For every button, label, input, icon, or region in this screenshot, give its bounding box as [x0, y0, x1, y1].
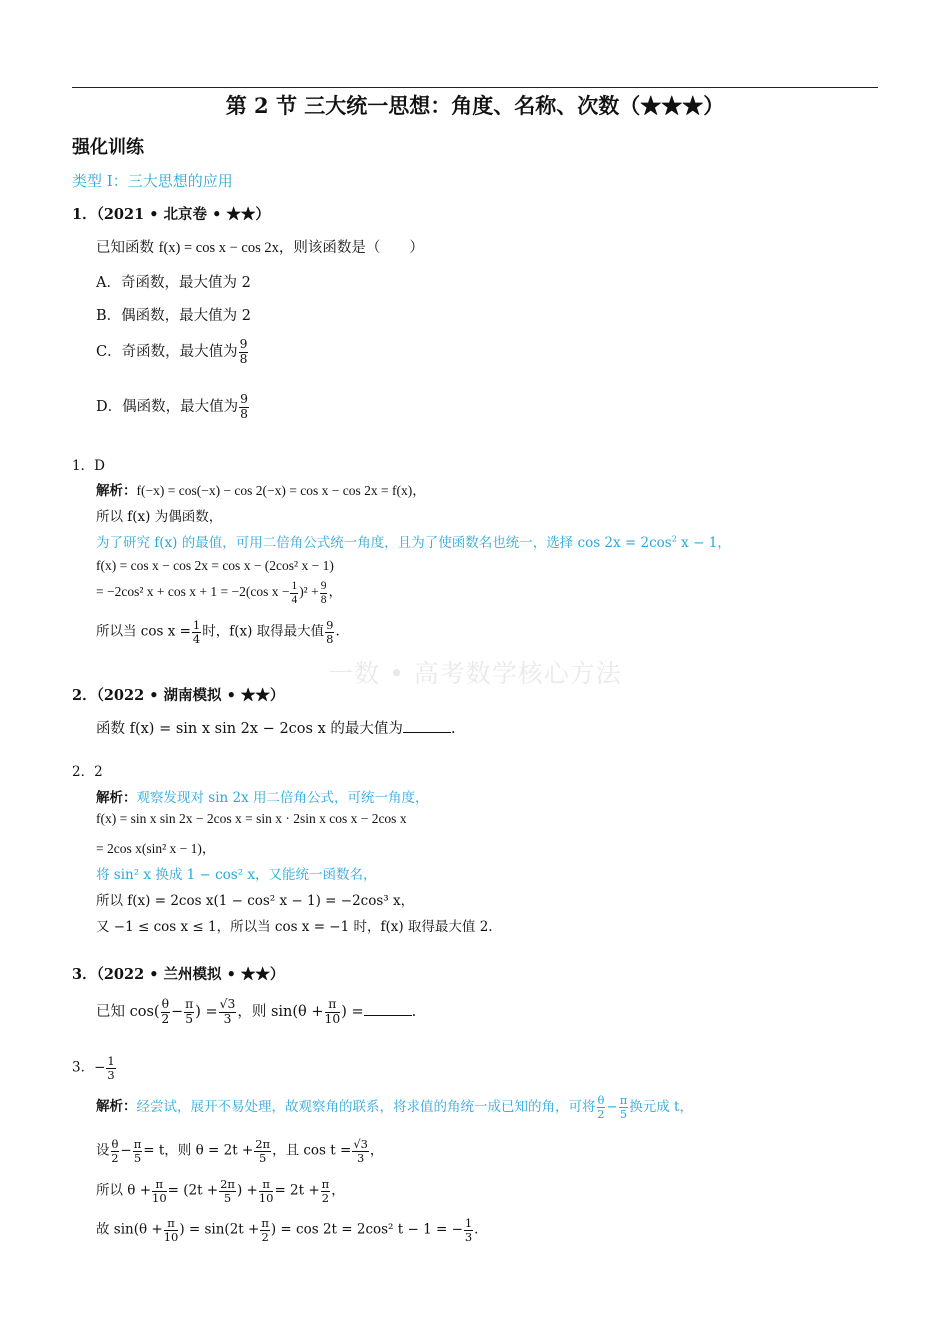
q1-option-b: B．偶函数，最大值为 2: [96, 308, 251, 324]
type-heading: 类型 I：三大思想的应用: [72, 172, 233, 190]
a2-line6: 又 −1 ≤ cos x ≤ 1，所以当 cos x = −1 时，f(x) 取得最大值 2.: [96, 919, 493, 935]
watermark: 一数 • 高考数学核心方法: [328, 659, 622, 688]
a1-line1: 解析：f(−x) = cos(−x) − cos 2(−x) = cos x − cos 2x = f(x)，: [96, 483, 426, 499]
page-title: 第 2 节 三大统一思想：角度、名称、次数（★★★）: [225, 93, 725, 118]
a1-answer: 1．D: [72, 458, 105, 474]
q2-stem: 函数 f(x) = sin x sin 2x − 2cos x 的最大值为 .: [96, 721, 456, 737]
top-rule: [72, 87, 878, 88]
q3-head: 3．（2022 • 兰州模拟 • ★★）: [72, 966, 285, 983]
q1-formula: f(x) = cos x − cos 2x: [158, 240, 279, 256]
q1-stem: 已知函数 f(x) = cos x − cos 2x，则该函数是（ ）: [96, 240, 424, 256]
q1-head: 1．（2021 • 北京卷 • ★★）: [72, 206, 270, 223]
a2-line3: = 2cos x(sin² x − 1)，: [96, 841, 216, 856]
a1-line4: f(x) = cos x − cos 2x = cos x − (2cos² x − 1): [96, 558, 334, 573]
a2-line1: 解析：观察发现对 sin 2x 用二倍角公式，可统一角度，: [96, 790, 429, 806]
q1-option-a: A．奇函数，最大值为 2: [96, 275, 251, 291]
a1-line2: 所以 f(x) 为偶函数，: [96, 509, 223, 525]
q2-head: 2．（2022 • 湖南模拟 • ★★）: [72, 687, 285, 704]
a3-line3: 所以 θ + $\frac{\pi}{10}$ = (2t + $\frac{2\pi}{5}$ ) + $\frac{\pi}{10}$ = 2t + $\frac{\pi}{2}$ ，: [96, 1177, 345, 1205]
q3-answer-blank: [364, 1014, 412, 1016]
a3-line2: 设 $\frac{\theta}{2}$ − $\frac{\pi}{5}$ = t，则 θ = 2t + $\frac{2\pi}{5}$ ，且 cos t = $\frac{√3}{3}$ ，: [96, 1137, 384, 1165]
a2-line2: f(x) = sin x sin 2x − 2cos x = sin x · 2sin x cos x − 2cos x: [96, 811, 407, 826]
a1-line6: 所以当 cos x = $\frac{1}{4}$ 时，f(x) 取得最大值 $\frac{9}{8}$ .: [96, 618, 340, 646]
q3-stem: 已知 cos( $\frac{\theta}{2}$ − $\frac{\pi}{5}$ ) = $\frac{√3}{3}$ ，则 sin(θ + $\frac{\pi}{10}$ ) = .: [96, 997, 417, 1026]
a2-line4: 将 sin² x 换成 1 − cos² x，又能统一函数名，: [96, 867, 377, 883]
a3-answer: 3．− $\frac{1}{3}$: [72, 1054, 115, 1082]
section-heading: 强化训练: [72, 137, 144, 158]
a1-line3: 为了研究 f(x) 的最值，可用二倍角公式统一角度，且为了使函数名也统一，选择 $\cos 2x = 2\cos^2$ x − 1，: [96, 533, 731, 551]
q2-answer-blank: [403, 731, 451, 733]
a2-line5: 所以 f(x) = 2cos x(1 − cos² x − 1) = −2cos³ x，: [96, 893, 415, 909]
a3-line4: 故 sin(θ + $\frac{\pi}{10}$ ) = sin(2t + $\frac{\pi}{2}$ ) = cos 2t = 2cos² t − 1 = − $\frac{1}{3}$ .: [96, 1216, 479, 1244]
q1-option-d: D．偶函数，最大值为 $\frac{9}{8}$: [96, 392, 248, 421]
a2-answer: 2．2: [72, 764, 103, 780]
a1-line5: = −2cos² x + cos x + 1 = −2(cos x − $\frac{1}{4}$ )² + $\frac{9}{8}$ ，: [96, 580, 342, 606]
a3-line1: 解析：经尝试，展开不易处理，故观察角的联系，将求值的角统一成已知的角，可将 $\frac{\theta}{2}$ − $\frac{\pi}{5}$ 换元成 t，: [96, 1093, 693, 1121]
q1-option-c: C．奇函数，最大值为 $\frac{9}{8}$: [96, 337, 248, 366]
